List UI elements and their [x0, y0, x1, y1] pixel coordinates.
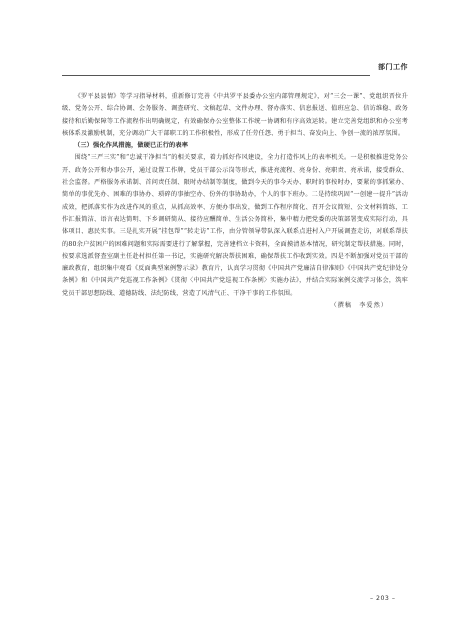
page-header [62, 62, 408, 78]
author-signature: （撰稿 李爱然） [330, 302, 388, 310]
section-title: 部门工作 [378, 63, 408, 71]
page-number: – 203 – [370, 595, 396, 602]
header-rule [62, 75, 370, 76]
article-body [62, 91, 408, 312]
paragraph-1: 《罗平县县情》等学习指导材料，重新修订完善《中共罗平县委办公室内部管理规定》，对“三会一课”、党组织晋位升级、党务公开、综合协调、会务服务、调查研究、文稿起草、文件办理、督办落实、信息报送、值班应急、信访维稳、政务接待和后勤保障等工作流程作出明确规定，有效确保办公室整体工作统一协调和有序高效运转。建立完善党组织和办公室考核体系及激励机制，充分调动广大干部职工的工作积极性，形成了任劳任怨、勇于担当、奋发向上、争创一流的浓厚氛围。 [62, 93, 408, 137]
paragraph-2: 围绕“三严三实”和“忠诚干净担当”的相关要求，着力抓好作风建设，全力打造作风上的表率机关。一是积极推进党务公开、政务公开和办事公开，通过设置工作牌，党员干部公示岗等形式，推进亮流程、亮身份、亮职责、亮承诺，接受群众、社会监督。严格服务承诺制、首问责任制、限时办结制等制度，做到今天的事今天办、职时的事按时办，要紧的事抓紧办、简单的事优先办、困难的事协办、琐碎的事抽空办、份外的事协助办，个人的事下班办。二是持续巩固“一创建一提升”活动成效，把抓落实作为改进作风的重点，从抓高效率、方便办事出发，做到工作程序简化、召开会议简短、公文材料简练、工作汇报简洁、语言表达简明、下乡调研简从、接待应酬简单、生活公务简朴，集中精力把党委的决策部署变成实际行动，具体项目、惠民实事。三是扎实开展“挂包帮”“转走访”工作，由分管领导带队深入联系点进村入户开展调查走访，对联系帮扶的80余户贫困户的困难问题和实际需要进行了解掌握，完善建档立卡资料，全面摸清基本情况，研究制定帮扶措施。同时，按要求选派督查室副主任赴村担任第一书记，实施研究解决帮扶困难，确保帮扶工作收到实效。四是不断加强对党员干部的廉政教育，组织集中观看《反面典型案例警示录》教育片，认真学习贯彻《中国共产党廉洁自律准则》《中国共产党纪律处分条例》和《中国共产党巡视工作条例》《贯彻〈中国共产党巡视工作条例〉实施办法》，并结合实际案例交流学习体会，筑牢党员干部思想防线、道德防线、法纪防线，营造了风清气正、干净干事的工作氛围。 [62, 154, 408, 297]
section-heading: （三）强化作风措施，做硬已正行的表率 [74, 142, 189, 150]
